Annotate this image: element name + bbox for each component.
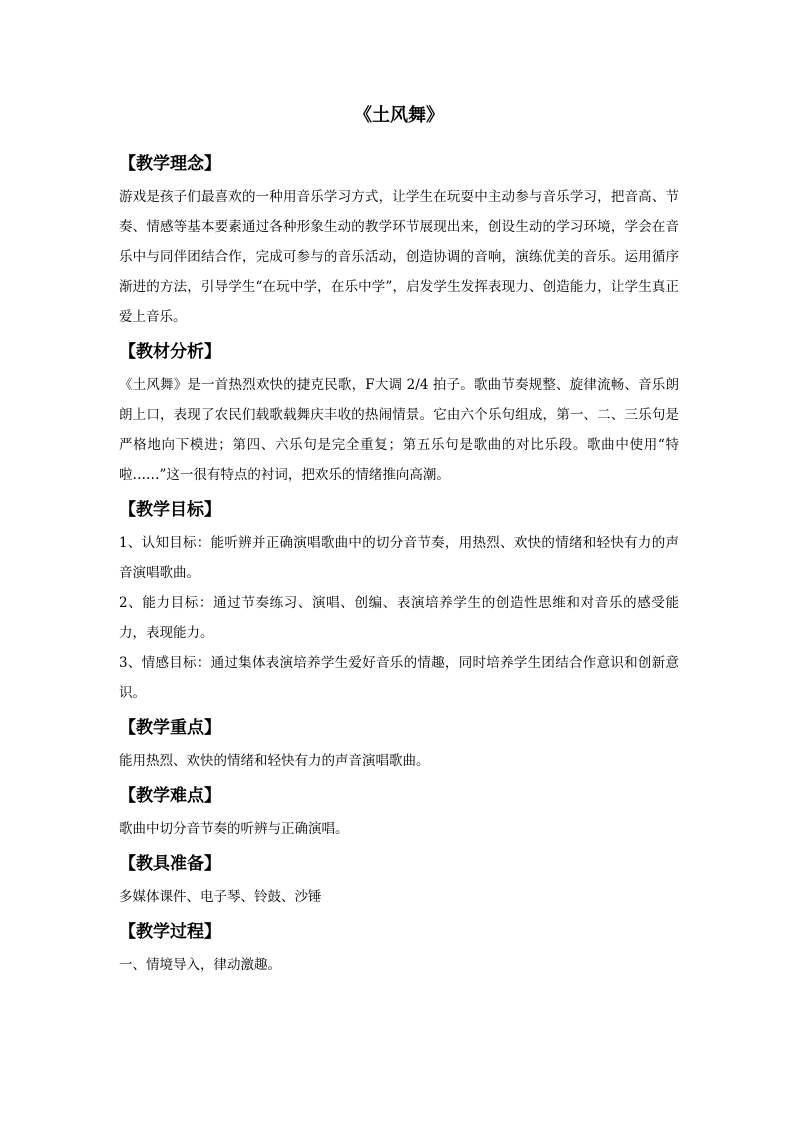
section-material-analysis: [119, 334, 679, 490]
section-heading: 【教材分析】: [119, 342, 221, 362]
section-heading: 【教学难点】: [119, 786, 221, 806]
paragraph: 一、情境导入，律动激趣。: [119, 957, 281, 973]
section-heading: 【教学理念】: [119, 154, 221, 174]
section-teaching-objectives: [119, 492, 679, 708]
objective-item: 3、情感目标：通过集体表演培养学生爱好音乐的情趣，同时培养学生团结合作意识和创新意识。: [119, 655, 679, 701]
document-title: 《土风舞》: [354, 105, 444, 126]
section-key-points: [119, 710, 679, 776]
section-teaching-process: [119, 914, 679, 980]
paragraph: 游戏是孩子们最喜欢的一种用音乐学习方式，让学生在玩耍中主动参与音乐学习，把音高、节奏、情感等基本要素通过各种形象生动的教学环节展现出来，创设生动的学习环境，学会在音乐中与同伴团结合作，完成可参与的音乐活动，创造协调的音响，演练优美的音乐。运用循序渐进的方法，引导学生“在玩中学，在乐中学”，启发学生发挥表现力、创造能力，让学生真正爱上音乐。: [119, 189, 679, 325]
paragraph: 多媒体课件、电子琴、铃鼓、沙锤: [119, 889, 322, 905]
section-heading: 【教具准备】: [119, 854, 221, 874]
section-difficulties: [119, 778, 679, 844]
section-heading: 【教学目标】: [119, 500, 221, 520]
section-teaching-philosophy: [119, 146, 679, 332]
paragraph: 《土风舞》是一首热烈欢快的捷克民歌，F大调 2/4 拍子。歌曲节奏规整、旋律流畅、音乐朗朗上口，表现了农民们载歌载舞庆丰收的热闹情景。它由六个乐句组成，第一、二、三乐句是严格地向下模进；第四、六乐句是完全重复；第五乐句是歌曲的对比乐段。歌曲中使用“特啦……”这一很有特点的衬词，把欢乐的情绪推向高潮。: [119, 377, 679, 483]
objective-item: 2、能力目标：通过节奏练习、演唱、创编、表演培养学生的创造性思维和对音乐的感受能力，表现能力。: [119, 595, 679, 641]
document-content: [119, 100, 679, 982]
paragraph: 歌曲中切分音节奏的听辨与正确演唱。: [119, 821, 349, 837]
paragraph: 能用热烈、欢快的情绪和轻快有力的声音演唱歌曲。: [119, 753, 430, 769]
section-teaching-aids: [119, 846, 679, 912]
objective-item: 1、认知目标：能听辨并正确演唱歌曲中的切分音节奏，用热烈、欢快的情绪和轻快有力的声音演唱歌曲。: [119, 535, 679, 581]
section-heading: 【教学重点】: [119, 718, 221, 738]
section-heading: 【教学过程】: [119, 922, 221, 942]
